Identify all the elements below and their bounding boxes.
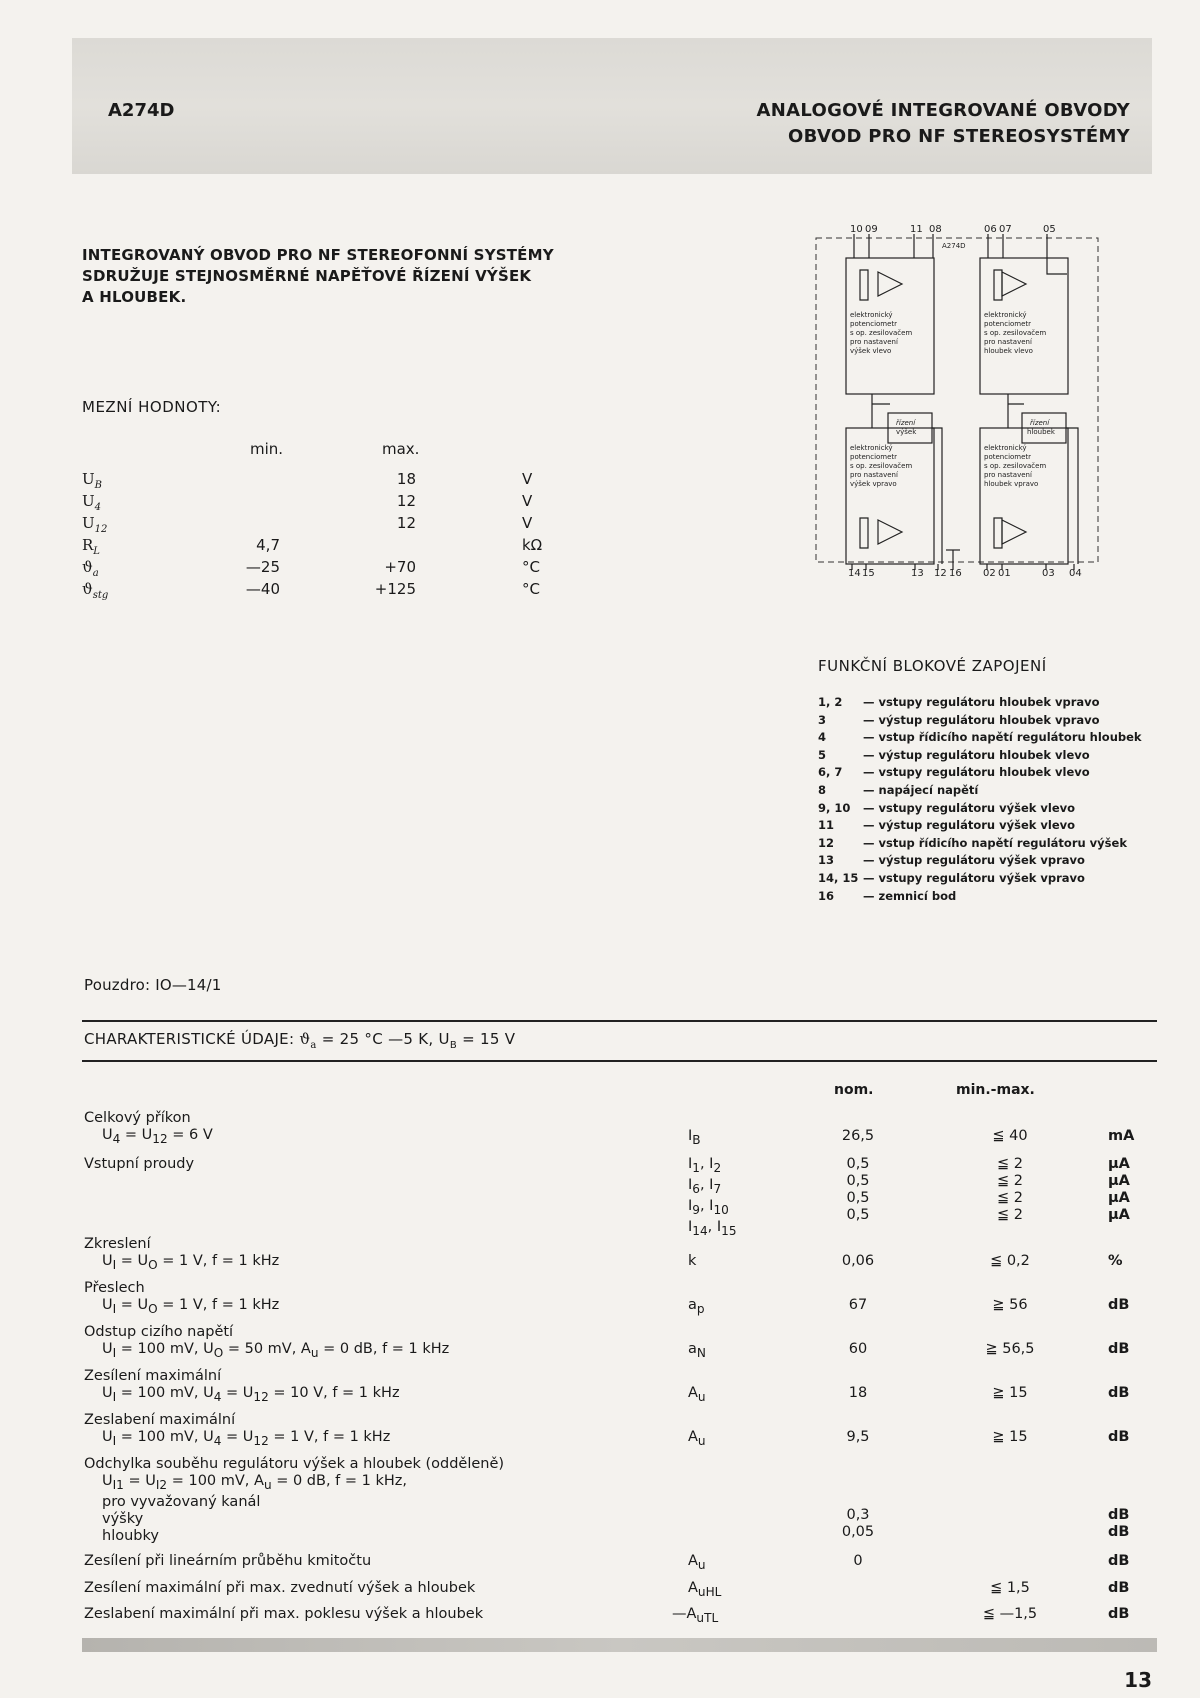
diagram-pin-label: 14 [848,568,861,579]
block-text: pro nastavení [984,338,1032,346]
block-text: hloubek vlevo [984,347,1033,355]
limit-max: +125 [374,580,416,598]
block-text: potenciometr [984,320,1032,328]
diagram-pin-label: 07 [999,224,1012,235]
diagram-pin-label: 02 [983,568,996,579]
theta-symbol: $ϑ_a$ [299,1030,317,1051]
diagram-pin-label: 11 [910,224,923,235]
limit-unit: °C [522,558,540,576]
nom-value: 0 [853,1553,863,1569]
block-text: pro nastavení [850,471,898,479]
limit-unit: V [522,470,533,488]
block-text: pro nastavení [984,471,1032,479]
symbol: $I_1$, $I_2$ $I_6$, $I_7$ $I_9$, $I_{10}$ $I_{14}$, $I_{15}$ [688,1156,737,1238]
characteristics-title: CHARAKTERISTICKÉ ÚDAJE: $ϑ_a = 25$ °C —5 K, $U_B = 15$ V [84,1030,516,1051]
intro-line: A HLOUBEK. [82,288,187,306]
unit: μA μA μA μA [1108,1156,1130,1223]
symbol: $a_N$ [688,1341,706,1360]
block-diagram [812,220,1102,580]
symbol: $A_u$ [688,1553,706,1572]
unit: dB [1108,1297,1130,1313]
intro-line: INTEGROVANÝ OBVOD PRO NF STEREOFONNÍ SYSTÉMY [82,246,554,264]
minmax-value: ≦ 40 [992,1128,1028,1144]
block-text: s op. zesilovačem [850,329,913,337]
minmax-value: ≦ —1,5 [982,1606,1038,1622]
limit-max: 18 [396,470,416,488]
limit-min [220,470,280,492]
bottom-band [82,1638,1157,1652]
pin-description [818,782,978,800]
pin-function: — vstupy regulátoru výšek vpravo [863,871,1085,885]
pin-number: 14, 15 [818,871,859,885]
param-zeslabeni-poklesu: Zeslabení maximální při max. poklesu výšek a hloubek [84,1606,484,1622]
divider-top [82,1020,1157,1022]
pin-number: 6, 7 [818,765,843,780]
param-vstupni-proudy: Vstupní proudy [84,1156,195,1172]
minmax-value: ≧ 15 [992,1429,1028,1445]
pin-number: 3 [818,712,827,727]
symbol: k [688,1253,697,1269]
package-label: Pouzdro: IO—14/1 [84,976,222,994]
limit-symbol: $U_B$ [82,470,103,491]
nom-value: 0,06 [841,1253,875,1269]
nom-value: 18 [848,1385,868,1401]
pin-function: — vstup řídicího napětí regulátoru hloubek [863,730,1142,745]
block-text: elektronický [984,444,1027,452]
col-nom: nom. [834,1082,874,1098]
pin-number: 16 [818,888,835,903]
block-text: s op. zesilovačem [984,462,1047,470]
pin-number: 4 [818,730,827,745]
title-line-2: OBVOD PRO NF STEREOSYSTÉMY [788,126,1130,147]
nom-value: 60 [848,1341,868,1357]
limit-min [220,514,280,536]
control-text: řízení [896,419,916,427]
pin-number: 5 [818,747,827,762]
top-pin-leads [854,234,1067,274]
pin-description [818,888,956,906]
nom-value: 26,5 [841,1128,875,1144]
limit-unit: V [522,492,533,510]
diagram-pin-label: 13 [911,568,924,579]
block-text: potenciometr [850,320,898,328]
unit: dB [1108,1553,1130,1569]
pin-description [818,729,1142,747]
intro-line: SDRUŽUJE STEJNOSMĚRNÉ NAPĚŤOVÉ ŘÍZENÍ VÝŠEK [82,267,532,285]
pin-function: — vstupy regulátoru hloubek vlevo [863,765,1090,780]
pin-function: — výstup regulátoru hloubek vpravo [863,712,1100,727]
block-text: elektronický [850,311,893,319]
param-preslech: Přeslech $U_I = U_O = 1$ V, f = 1 kHz [84,1280,280,1316]
pin-function: — napájecí napětí [863,783,979,797]
limit-max [356,536,416,558]
symbol: $A_{uHL}$ [688,1580,722,1599]
block-text: pro nastavení [850,338,898,346]
pin-description [818,712,1100,730]
title-line-1: ANALOGOVÉ INTEGROVANÉ OBVODY [756,100,1130,121]
part-code: A274D [108,100,175,121]
limit-symbol: $U_{12}$ [82,514,108,535]
pin-description [818,800,1075,818]
minmax-value: ≧ 15 [992,1385,1028,1401]
unit: dB [1108,1385,1130,1401]
functional-title: FUNKČNÍ BLOKOVÉ ZAPOJENÍ [818,657,1047,675]
pin-description [818,870,1085,888]
limit-symbol: $ϑ_{stg}$ [82,580,109,601]
divider-bottom [82,1060,1157,1062]
param-celkovy-prikon: Celkový příkon $U_4 = U_{12} = 6$ V [84,1110,213,1146]
param-zesileni-max: Zesílení maximální $U_I = 100$ mV, $U_4 = U_{12} = 10$ V, f = 1 kHz [84,1368,400,1404]
limits-col-max: max. [382,440,420,458]
pin-description [818,817,1075,835]
block-text: elektronický [984,311,1027,319]
diagram-pin-label: 01 [998,568,1011,579]
diagram-pin-label: 15 [862,568,875,579]
diagram-pin-label: 04 [1069,568,1082,579]
limit-unit: °C [522,580,540,598]
param-zeslabeni-max: Zeslabení maximální $U_I = 100$ mV, $U_4 = U_{12} = 1$ V, f = 1 kHz [84,1412,391,1448]
limit-unit: V [522,514,533,532]
page-title [757,98,1130,150]
param-odchylka: Odchylka souběhu regulátoru výšek a hloubek (odděleně) $U_{I1} = U_{I2} = 100$ mV, $A_u = 0$ dB, f = 1 kHz, pro vyvažovaný kanál výšky hloubky [84,1456,505,1544]
unit: mA [1108,1128,1135,1144]
pin-number: 11 [818,818,835,833]
nom-value: 67 [848,1297,868,1313]
block-text: potenciometr [984,453,1032,461]
unit: dB [1108,1606,1130,1622]
pin-function: — vstupy regulátoru hloubek vpravo [863,695,1100,709]
control-text: výšek [896,428,917,436]
bottom-pin-leads [852,550,1074,570]
symbol: $I_B$ [688,1128,701,1147]
pin-number: 12 [818,835,835,850]
diagram-pin-label: 12 [934,568,947,579]
param-odstup: Odstup cizího napětí $U_I = 100$ mV, $U_O = 50$ mV, $A_u = 0$ dB, f = 1 kHz [84,1324,450,1360]
unit: dB dB [1108,1507,1130,1540]
minmax-value: ≦ 1,5 [990,1580,1030,1596]
intro-text [82,245,554,308]
minmax-value: ≧ 56 [992,1297,1028,1313]
diagram-pin-label: 05 [1043,224,1056,235]
control-text: hloubek [1027,428,1055,436]
limit-symbol: $ϑ_a$ [82,558,99,579]
diagram-pin-label: 03 [1042,568,1055,579]
minmax-value: ≦ 2 ≦ 2 ≦ 2 ≦ 2 [997,1156,1023,1223]
nom-value: 0,3 0,05 [841,1507,875,1540]
diagram-pin-label: 16 [949,568,962,579]
unit: dB [1108,1341,1130,1357]
diagram-pin-label: 06 [984,224,997,235]
pin-function: — výstup regulátoru výšek vpravo [863,853,1085,868]
unit: dB [1108,1429,1130,1445]
limit-min: 4,7 [256,536,280,554]
limit-symbol: $R_L$ [82,536,100,557]
limit-min: —25 [245,558,280,576]
pin-function: — výstup regulátoru výšek vlevo [863,818,1076,833]
block-text: výšek vlevo [850,347,892,355]
nom-value: 9,5 [846,1429,870,1445]
pin-description [818,835,1127,853]
pin-function: — zemnicí bod [863,888,957,903]
symbol: $a_p$ [688,1297,705,1316]
symbol: $A_u$ [688,1385,706,1404]
minmax-value: ≦ 0,2 [990,1253,1030,1269]
block-text: elektronický [850,444,893,452]
symbol: $—A_{uTL}$ [672,1606,719,1625]
limits-title: MEZNÍ HODNOTY: [82,398,222,416]
unit: % [1108,1253,1123,1269]
block-text: hloubek vpravo [984,480,1039,488]
limit-unit: kΩ [522,536,543,554]
block-text: s op. zesilovačem [984,329,1047,337]
limit-max: 12 [396,492,416,510]
block-text: s op. zesilovačem [850,462,913,470]
diagram-chip-label: A274D [942,242,966,250]
pin-function: — výstup regulátoru hloubek vlevo [863,747,1090,762]
param-zesileni-linearni: Zesílení při lineárním průběhu kmitočtu [84,1553,372,1569]
nom-value: 0,5 0,5 0,5 0,5 [846,1156,870,1223]
limit-max: 12 [396,514,416,532]
limits-col-min: min. [250,440,284,458]
block-text: výšek vpravo [850,480,897,488]
pin-description [818,764,1090,782]
limit-max: +70 [384,558,416,576]
diagram-pin-label: 08 [929,224,942,235]
col-minmax: min.-max. [956,1082,1035,1098]
pin-number: 1, 2 [818,695,843,709]
pin-description [818,694,1100,712]
pin-description [818,852,1085,870]
pin-number: 9, 10 [818,800,851,815]
package-outline [816,238,1098,562]
param-zesileni-zvednuti: Zesílení maximální při max. zvednutí výšek a hloubek [84,1580,476,1596]
diagram-pin-label: 10 [850,224,863,235]
pin-function: — vstupy regulátoru výšek vlevo [863,800,1076,815]
symbol: $A_u$ [688,1429,706,1448]
param-zkresleni: Zkreslení $U_I = U_O = 1$ V, f = 1 kHz [84,1236,280,1272]
pin-description [818,747,1090,765]
unit: dB [1108,1580,1130,1596]
pin-number: 8 [818,783,827,797]
limit-symbol: $U_4$ [82,492,102,513]
minmax-value: ≧ 56,5 [985,1341,1035,1357]
limit-min: —40 [245,580,280,598]
diagram-pin-label: 09 [865,224,878,235]
limit-min [220,492,280,514]
pin-number: 13 [818,853,835,868]
pin-function: — vstup řídicího napětí regulátoru výšek [863,835,1127,850]
block-text: potenciometr [850,453,898,461]
page-number: 13 [1124,1668,1152,1692]
control-text: řízení [1030,419,1050,427]
